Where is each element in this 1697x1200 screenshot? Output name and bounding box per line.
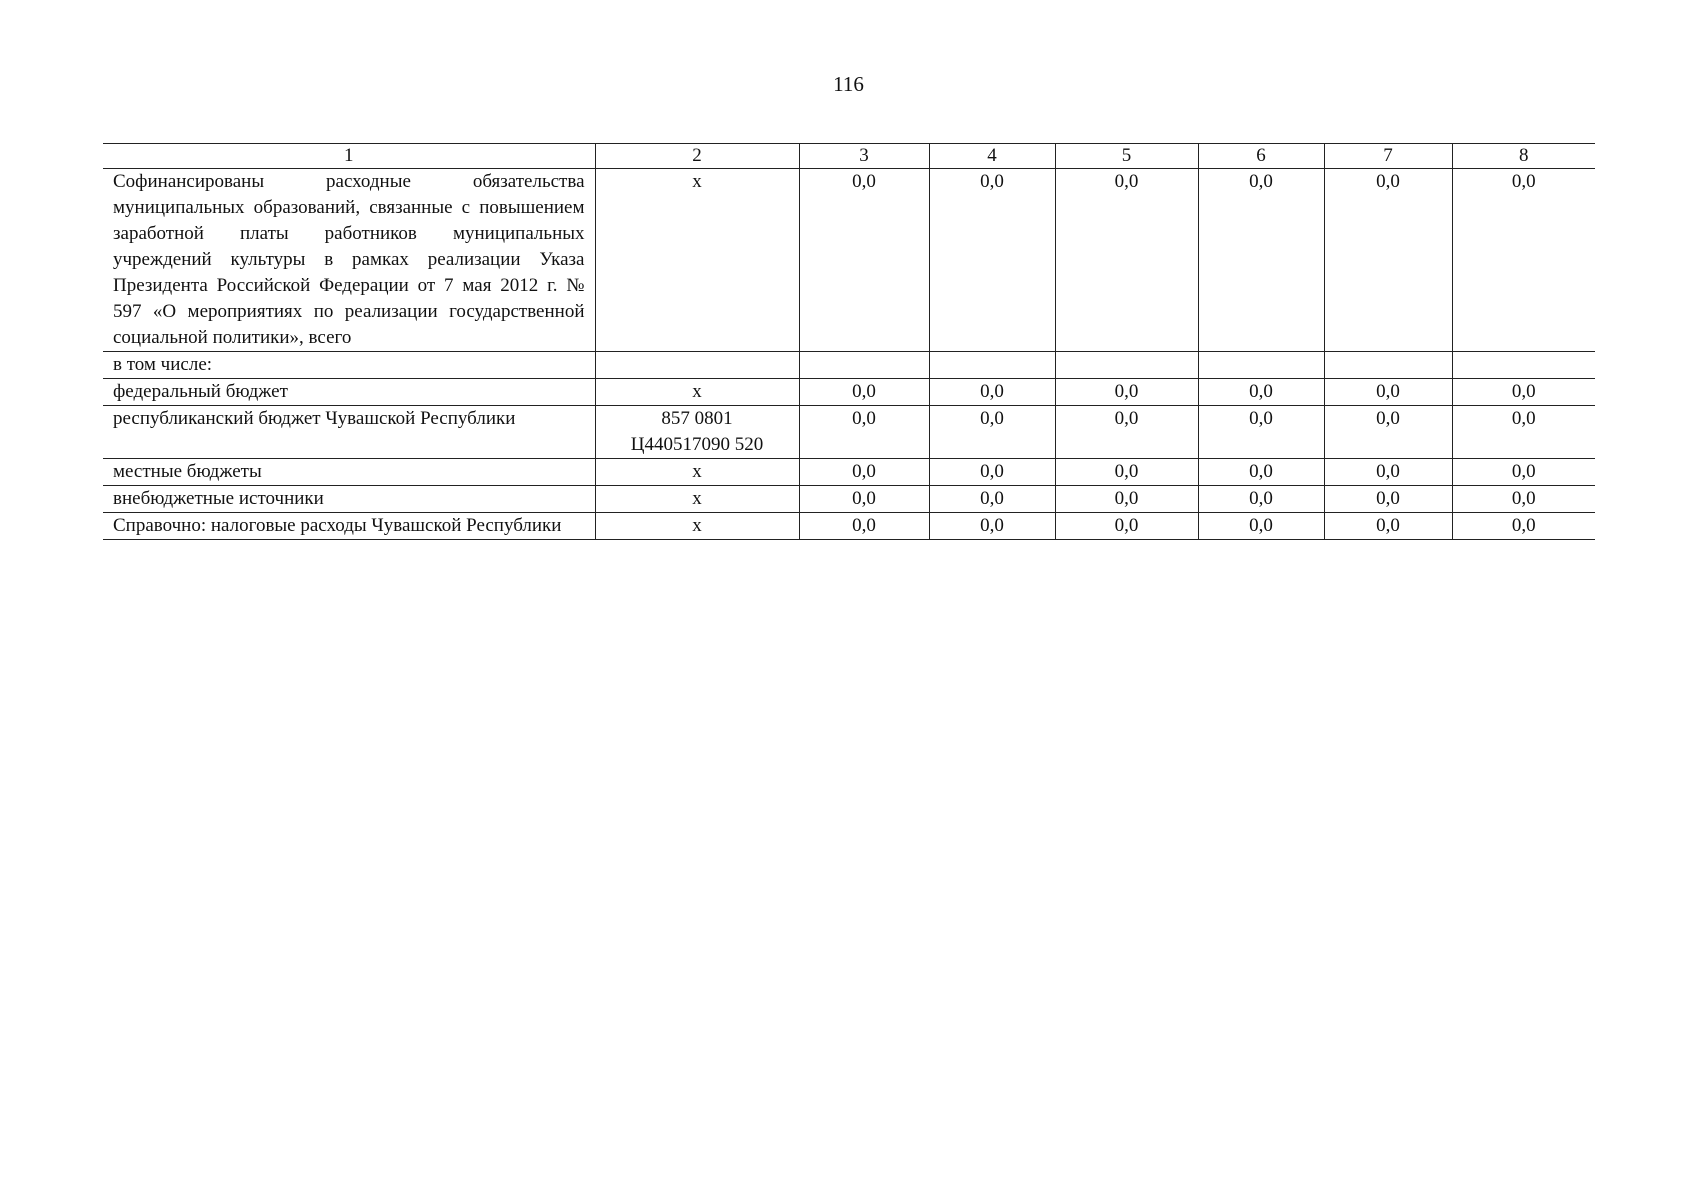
value-cell [929,352,1055,379]
table-row [103,406,1595,459]
value-cell: 0,0 [799,406,929,459]
budget-code-cell: x [595,513,799,540]
value-cell: 0,0 [799,169,929,352]
budget-code-cell: x [595,169,799,352]
table-row [103,459,1595,486]
table-row [103,513,1595,540]
table-row [103,169,1595,352]
column-header: 1 [103,144,595,169]
value-cell: 0,0 [1055,459,1198,486]
value-cell: 0,0 [929,379,1055,406]
row-label: Софинансированы расходные обязательства муниципальных образований, связанные с повышением заработной платы работников муниципальных учреждений культуры в рамках реализации Указа Президента Российской Федерации от 7 мая 2012 г. № 597 «О мероприятиях по реализации государственной социальной политики», всего [103,169,595,352]
table-row [103,486,1595,513]
value-cell [1324,352,1452,379]
value-cell: 0,0 [1452,169,1595,352]
budget-code-cell: x [595,379,799,406]
value-cell: 0,0 [1324,169,1452,352]
value-cell: 0,0 [929,459,1055,486]
column-header: 5 [1055,144,1198,169]
value-cell: 0,0 [1452,486,1595,513]
value-cell [1198,352,1324,379]
column-header: 7 [1324,144,1452,169]
value-cell: 0,0 [1055,513,1198,540]
value-cell: 0,0 [799,379,929,406]
column-number-row [103,144,1595,169]
column-header: 4 [929,144,1055,169]
value-cell: 0,0 [929,513,1055,540]
value-cell [1055,352,1198,379]
table-row [103,352,1595,379]
value-cell: 0,0 [1452,406,1595,459]
column-header: 2 [595,144,799,169]
value-cell: 0,0 [1198,513,1324,540]
value-cell: 0,0 [929,486,1055,513]
value-cell: 0,0 [1452,513,1595,540]
value-cell: 0,0 [1055,486,1198,513]
value-cell: 0,0 [1324,513,1452,540]
value-cell: 0,0 [799,513,929,540]
row-label: республиканский бюджет Чувашской Республики [103,406,595,459]
value-cell: 0,0 [1452,459,1595,486]
value-cell: 0,0 [1198,379,1324,406]
value-cell: 0,0 [1324,406,1452,459]
value-cell: 0,0 [799,486,929,513]
budget-code-cell: x [595,459,799,486]
value-cell: 0,0 [1055,406,1198,459]
value-cell [799,352,929,379]
value-cell [1452,352,1595,379]
row-label: Справочно: налоговые расходы Чувашской Республики [103,513,595,540]
row-label: в том числе: [103,352,595,379]
row-label: внебюджетные источники [103,486,595,513]
column-header: 3 [799,144,929,169]
value-cell: 0,0 [1452,379,1595,406]
value-cell: 0,0 [929,406,1055,459]
budget-table [103,143,1595,540]
row-label: местные бюджеты [103,459,595,486]
row-label: федеральный бюджет [103,379,595,406]
budget-code-cell: 857 0801 Ц440517090 520 [595,406,799,459]
value-cell: 0,0 [1198,169,1324,352]
table-row [103,379,1595,406]
value-cell: 0,0 [799,459,929,486]
value-cell: 0,0 [929,169,1055,352]
value-cell: 0,0 [1198,406,1324,459]
value-cell: 0,0 [1324,486,1452,513]
page-number: 116 [833,72,864,96]
value-cell: 0,0 [1324,379,1452,406]
column-header: 8 [1452,144,1595,169]
budget-code-cell: x [595,486,799,513]
value-cell: 0,0 [1198,459,1324,486]
column-header: 6 [1198,144,1324,169]
value-cell: 0,0 [1055,169,1198,352]
value-cell: 0,0 [1324,459,1452,486]
value-cell: 0,0 [1055,379,1198,406]
budget-code-cell [595,352,799,379]
value-cell: 0,0 [1198,486,1324,513]
